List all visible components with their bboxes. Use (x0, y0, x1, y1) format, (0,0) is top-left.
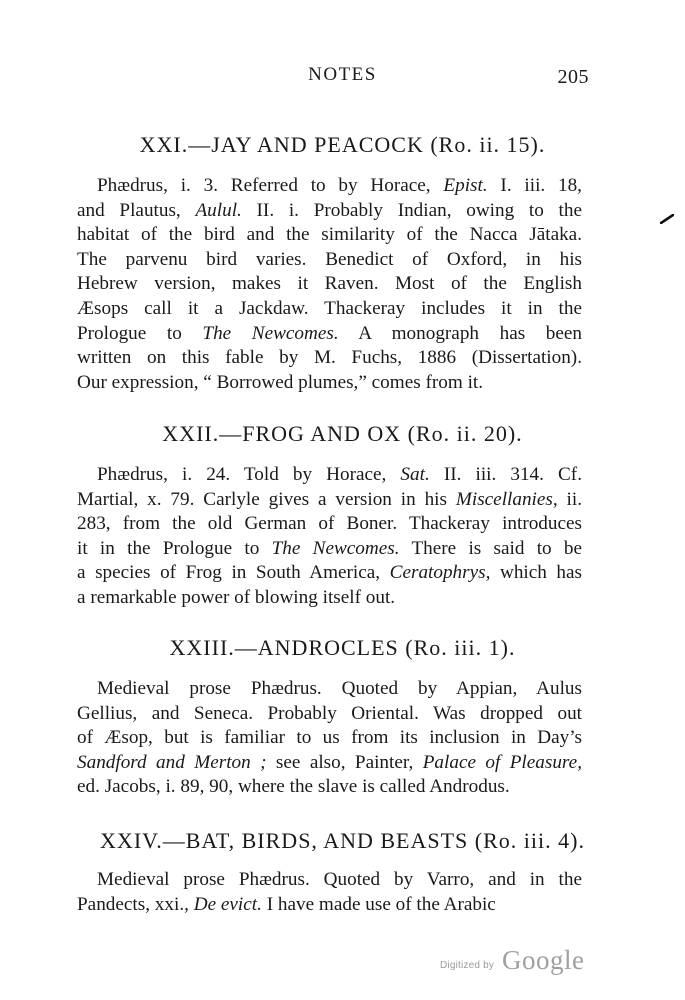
text-line (77, 868, 582, 893)
text-run: II. iii. 314. Cf. (429, 464, 582, 485)
text-run: a remarkable power of blowing itself out. (77, 586, 396, 608)
text-run: Gellius, and Seneca. Probably Oriental. Was dropped out (77, 702, 582, 724)
text-run: Prologue to (77, 322, 203, 344)
text-line (77, 893, 582, 918)
text-line (77, 775, 582, 800)
italic-text: De evict. (193, 893, 262, 915)
section-body-xxiv (77, 868, 582, 917)
text-run: The parvenu bird varies. Benedict of Oxford, in his (77, 248, 582, 270)
section-heading-xxii: XXII.—FROG AND OX (Ro. ii. 20). (162, 421, 523, 446)
text-line (77, 726, 582, 751)
italic-text: Aulul. (195, 199, 242, 221)
text-run: a species of Frog in South America, (77, 562, 390, 584)
section-body-xxiii (77, 677, 582, 800)
running-title: NOTES (308, 64, 377, 85)
text-run: Martial, x. 79. Carlyle gives a version in his (77, 488, 456, 510)
margin-pencil-mark (660, 214, 674, 224)
text-line (77, 488, 582, 513)
text-run: it in the Prologue to (77, 537, 272, 559)
section-body-xxi (77, 174, 582, 395)
text-run: Medieval prose Phædrus. Quoted by Appian, Aulus (97, 678, 582, 699)
text-line (77, 512, 582, 537)
text-run: Phædrus, i. 24. Told by Horace, (97, 464, 401, 485)
text-run: ii. (557, 488, 582, 510)
text-run: I. iii. 18, (487, 175, 582, 196)
google-logo: Google (502, 945, 585, 975)
text-run: Our expression, “ Borrowed plumes,” comes from it. (77, 371, 484, 393)
watermark-prefix: Digitized by (440, 960, 495, 971)
text-run: Hebrew version, makes it Raven. Most of the English (77, 273, 582, 295)
text-line (77, 561, 582, 586)
italic-text: The Newcomes. (202, 322, 339, 344)
text-run: Æsops call it a Jackdaw. Thackeray includes it in the (77, 297, 582, 319)
section-body-xxii (77, 463, 582, 611)
text-line (77, 371, 582, 396)
text-run: written on this fable by M. Fuchs, 1886 (Dissertation). (77, 347, 582, 369)
text-run: 283, from the old German of Boner. Thackeray introduces (77, 513, 582, 535)
italic-text: Ceratophrys, (389, 562, 491, 584)
text-line (77, 174, 582, 199)
text-run: habitat of the bird and the similarity of the Nacca Jātaka. (77, 224, 582, 246)
text-run: A monograph has been (338, 322, 583, 344)
italic-text: Sat. (400, 464, 430, 485)
running-head (0, 62, 685, 92)
page-number: 205 (557, 66, 589, 88)
text-run: I have made use of the Arabic (261, 893, 496, 915)
italic-text: The Newcomes. (271, 537, 400, 559)
text-line (77, 272, 582, 297)
section-heading-xxi: XXI.—JAY AND PEACOCK (Ro. ii. 15). (139, 132, 546, 157)
text-line (77, 322, 582, 347)
text-run: Pandects, xxi., (77, 893, 194, 915)
text-run: and Plautus, (77, 199, 196, 221)
text-line (77, 702, 582, 727)
section-heading-xxiii: XXIII.—ANDROCLES (Ro. iii. 1). (169, 635, 516, 660)
text-line (77, 463, 582, 488)
text-line (77, 537, 582, 562)
text-run: of Æsop, but is familiar to us from its inclusion in Day’s (77, 727, 582, 749)
text-run: see also, Painter, (266, 751, 423, 773)
section-heading-xxiv: XXIV.—BAT, BIRDS, AND BEASTS (Ro. iii. 4). (100, 828, 585, 853)
italic-text: Palace of Pleasure, (422, 751, 582, 773)
text-run: which has (490, 562, 583, 584)
text-line (77, 586, 582, 611)
digitized-by-watermark (440, 945, 600, 978)
text-run: There is said to be (399, 537, 582, 559)
italic-text: Epist. (443, 175, 488, 196)
text-run: II. i. Probably Indian, owing to the (241, 199, 582, 221)
text-line (77, 677, 582, 702)
text-run: ed. Jacobs, i. 89, 90, where the slave is called Androdus. (77, 776, 510, 798)
text-line (77, 199, 582, 224)
text-line (77, 297, 582, 322)
text-line (77, 346, 582, 371)
text-run: Medieval prose Phædrus. Quoted by Varro, and in the (97, 869, 582, 890)
text-run: Phædrus, i. 3. Referred to by Horace, (97, 175, 444, 196)
italic-text: Miscellanies, (455, 488, 558, 510)
text-line (77, 223, 582, 248)
italic-text: Sandford and Merton ; (77, 751, 267, 773)
text-line (77, 751, 582, 776)
text-line (77, 248, 582, 273)
